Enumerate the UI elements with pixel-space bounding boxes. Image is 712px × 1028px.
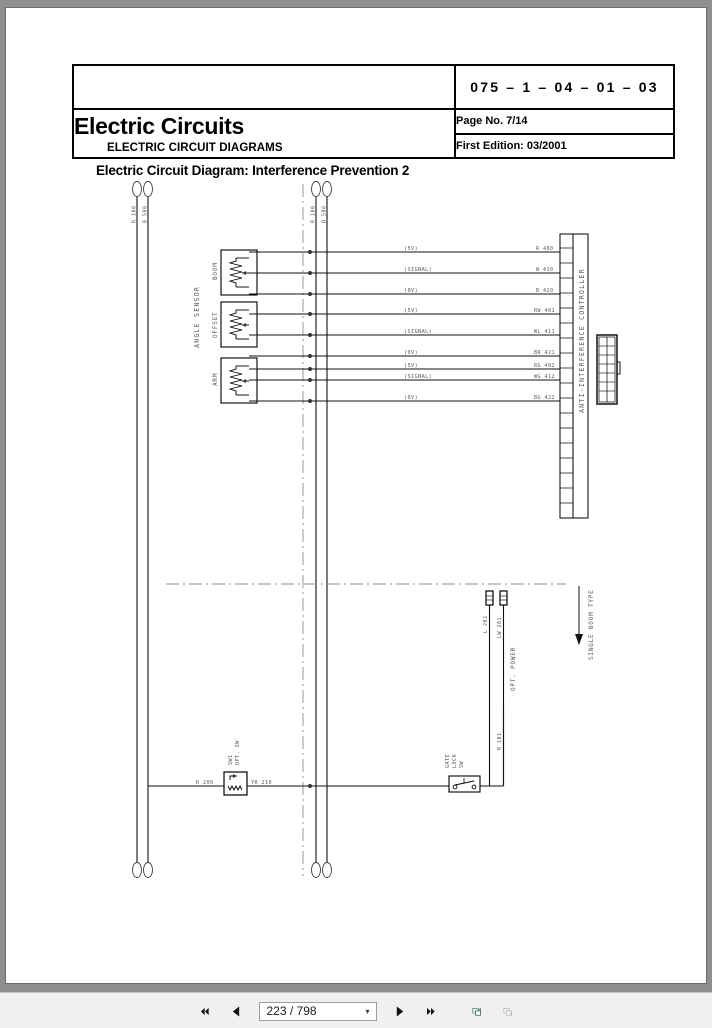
signal-lines-arm xyxy=(249,363,560,403)
bus-right xyxy=(311,182,332,878)
next-page-button[interactable] xyxy=(389,1000,411,1022)
switch-gate-lock-code-right: R 101 xyxy=(497,732,503,750)
switch-opt-sw-label-2: OPT. SW xyxy=(235,740,241,765)
sensor-offset-label: OFFSET xyxy=(212,311,219,338)
switch-gate-lock xyxy=(445,708,504,792)
signal-fn-arm-0: (5V) xyxy=(404,363,419,369)
first-page-button[interactable] xyxy=(194,1000,216,1022)
controller-label: ANTI-INTERFERENCE CONTROLLER xyxy=(578,268,586,413)
single-boom-type-marker xyxy=(575,586,595,660)
wire-code-offset-1: WL 411 xyxy=(534,329,556,335)
sensor-offset xyxy=(212,302,257,347)
previous-page-button[interactable] xyxy=(225,1000,247,1022)
chevron-down-icon[interactable]: ▾ xyxy=(365,1006,370,1016)
wire-code-arm-0: RG 402 xyxy=(534,363,556,369)
diagram-title: Electric Circuit Diagram: Interference Prevention 2 xyxy=(96,163,410,178)
signal-fn-arm-1: (SIGNAL) xyxy=(404,374,433,380)
document-page xyxy=(6,8,706,983)
controller-terminal-strip xyxy=(560,234,588,518)
last-page-button[interactable] xyxy=(420,1000,442,1022)
page-number-field: Page No. 7/14 xyxy=(455,109,674,134)
signal-fn-offset-2: (0V) xyxy=(404,350,419,356)
switch-gate-lock-label-3: SW xyxy=(459,760,465,768)
bottom-wire-run xyxy=(148,784,504,788)
bus-left xyxy=(132,182,153,878)
signal-fn-boom-0: (5V) xyxy=(404,246,419,252)
signal-fn-boom-1: (SIGNAL) xyxy=(404,267,433,273)
bus-label-1: B 500 xyxy=(142,205,149,223)
bus-label-0: R 100 xyxy=(131,205,138,223)
edition-field: First Edition: 03/2001 xyxy=(455,134,674,159)
wire-code-boom-1: W 410 xyxy=(536,267,554,273)
connector-code-0: L 202 xyxy=(483,615,489,633)
wire-code-offset-0: RW 401 xyxy=(534,308,556,314)
page-subtitle: ELECTRIC CIRCUIT DIAGRAMS xyxy=(107,142,283,154)
switch-opt-sw-label-1: SW1 xyxy=(228,754,234,765)
wire-code-offset-2: BR 421 xyxy=(534,350,556,356)
connector-code-1: LW 201 xyxy=(497,616,503,638)
wire-code-arm-1: WG 412 xyxy=(534,374,556,380)
wire-code-arm-2: BG 422 xyxy=(534,395,556,401)
angle-sensor-group-label: ANGLE SENSOR xyxy=(193,285,201,348)
page-number-input[interactable] xyxy=(259,1002,377,1021)
signal-lines-offset xyxy=(249,308,560,358)
document-header-table xyxy=(72,64,675,159)
signal-fn-boom-2: (0V) xyxy=(404,288,419,294)
single-boom-type-label: SINGLE BOOM TYPE xyxy=(588,589,595,660)
signal-fn-arm-2: (0V) xyxy=(404,395,419,401)
controller-pin-connector xyxy=(597,335,620,404)
sensor-arm xyxy=(212,358,257,403)
cascade-windows-button[interactable] xyxy=(497,1000,519,1022)
pdf-navigation-toolbar xyxy=(0,992,712,1028)
signal-fn-offset-1: (SIGNAL) xyxy=(404,329,433,335)
document-code: 075 – 1 – 04 – 01 – 03 xyxy=(455,65,674,109)
switch-opt-sw-code-right: YR 210 xyxy=(251,780,273,786)
bus-label-2: R 100 xyxy=(310,205,317,223)
bus-label-3: B 500 xyxy=(321,205,328,223)
opt-power-label: OPT. POWER xyxy=(510,646,517,691)
restore-window-button[interactable] xyxy=(466,1000,488,1022)
header-title-cell xyxy=(73,109,455,158)
wire-code-boom-2: B 420 xyxy=(536,288,554,294)
wire-code-boom-0: R 400 xyxy=(536,246,554,252)
switch-gate-lock-label-2: LOCK xyxy=(452,753,458,768)
page-number-value: 223 / 798 xyxy=(266,1004,317,1018)
switch-gate-lock-label-1: GATE xyxy=(445,753,451,768)
page-title: Electric Circuits xyxy=(74,113,245,139)
switch-opt-sw-code-left: R 200 xyxy=(196,780,214,786)
signal-lines-boom xyxy=(249,246,560,296)
switch-opt-sw xyxy=(196,740,272,795)
sensor-boom xyxy=(212,250,257,295)
sensor-arm-label: ARM xyxy=(212,372,219,386)
sensor-boom-label: BOOM xyxy=(212,262,219,280)
header-blank-cell xyxy=(73,65,455,109)
opt-power-connectors xyxy=(483,591,517,786)
signal-fn-offset-0: (5V) xyxy=(404,308,419,314)
